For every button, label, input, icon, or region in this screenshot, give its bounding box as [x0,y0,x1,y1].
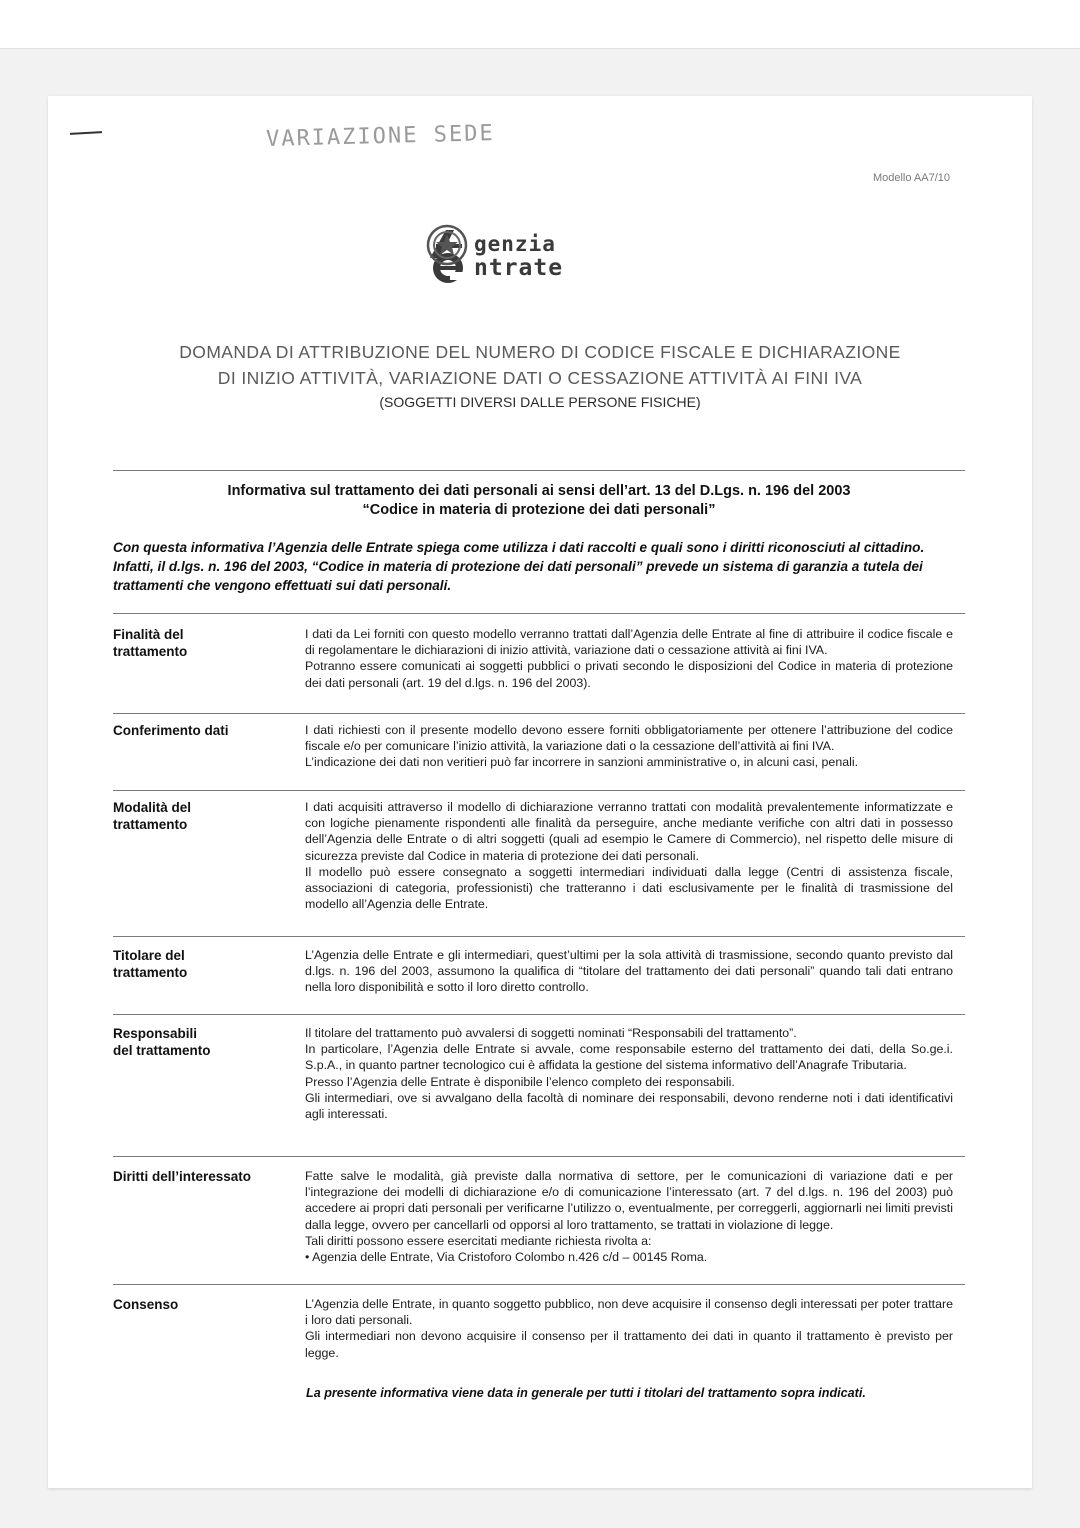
paragraph: I dati acquisiti attraverso il modello di dichiarazione verranno trattati con modalità prevalentemente informatizzate e con logiche pienamente rispondenti alle finalità da perseguire, anche mediante verifiche con altri dati in possesso dell’Agenzia delle Entrate o di altri soggetti (quali ad esempio le Camere di Commercio), nel rispetto delle misure di sicurezza previste dal Codice in materia di protezione dei dati personali. [305,800,953,863]
paragraph: Potranno essere comunicati ai soggetti pubblici o privati secondo le disposizioni del Codice in materia di protezione dei dati personali (art. 19 del d.lgs. n. 196 del 2003). [305,659,953,690]
divider [113,1014,965,1015]
paragraph: In particolare, l’Agenzia delle Entrate si avvale, come responsabile esterno del trattamento dei dati, della So.ge.i. S.p.A., in quanto partner tecnologico cui è affidata la gestione del sistema informativo dell’Anagrafe Tributaria. [305,1042,953,1073]
emblem-icon [426,224,468,266]
closing-note: La presente informativa viene data in generale per tutti i titolari del trattamento sopra indicati. [306,1386,866,1400]
paragraph: • Agenzia delle Entrate, Via Cristoforo Colombo n.426 c/d – 00145 Roma. [305,1250,708,1265]
divider [113,613,965,614]
form-title-line2: DI INIZIO ATTIVITÀ, VARIAZIONE DATI O CESSAZIONE ATTIVITÀ AI FINI IVA [217,368,863,388]
pen-mark [70,131,102,135]
section-body [305,799,953,912]
paragraph: L’indicazione dei dati non veritieri può far incorrere in sanzioni amministrative o, in alcuni casi, penali. [305,755,859,770]
section-label: Consenso [113,1297,179,1312]
logo-line1: genzia [474,232,556,256]
info-title-line1: Informativa sul trattamento dei dati personali ai sensi dell’art. 13 del D.Lgs. n. 196 del 2003 [227,483,851,499]
section-body [305,722,953,771]
paragraph: Fatte salve le modalità, già previste dalla normativa di settore, per le comunicazioni di variazione dati e per l’integrazione dei modelli di dichiarazione e/o di comunicazione l’interessato (art. 7 del d.lgs. n. 196 del 2003) può accedere ai propri dati personali per verificarne l’utilizzo o, eventualmente, per correggerli, aggiornarli nei limiti previsti dalla legge, ovvero per cancellarli od opporsi al loro trattamento, se trattati in violazione di legge. [305,1169,953,1232]
divider [113,713,965,714]
section-body [305,1296,953,1361]
section-body [305,626,953,691]
paragraph: Il titolare del trattamento può avvalersi di soggetti nominati “Responsabili del trattamento”. [305,1026,797,1040]
section-label: Diritti dell’interessato [113,1169,252,1184]
info-title-line2: “Codice in materia di protezione dei dati personali” [362,502,716,518]
section-label: Finalità del trattamento [113,627,188,659]
divider [113,1156,965,1157]
section-label: Conferimento dati [113,723,229,738]
paragraph: I dati da Lei forniti con questo modello verranno trattati dall’Agenzia delle Entrate al fine di attribuire il codice fiscale e di regolamentare le dichiarazioni di inizio attività, variazione dati o cessazione attività ai fini IVA. [305,627,953,658]
paragraph: L’Agenzia delle Entrate e gli intermediari, quest’ultimi per la sola attività di trasmissione, secondo quanto previsto dal d.lgs. n. 196 del 2003, assumono la qualifica di “titolare del trattamento dei dati personali” quando tali dati entrano nella loro disponibilità e sotto il loro diretto controllo. [305,948,953,995]
paragraph: I dati richiesti con il presente modello devono essere forniti obbligatoriamente per ottenere l’attribuzione del codice fiscale e/o per comunicare l’inizio attività, la variazione dati o la cessazione dell’attività ai fini IVA. [305,723,953,754]
paragraph: Il modello può essere consegnato a soggetti intermediari individuati dalla legge (Centri di assistenza fiscale, associazioni di categoria, professionisti) che tratteranno i dati esclusivamente per le finalità di trasmissione del modello all’Agenzia delle Entrate. [305,864,953,912]
divider [113,470,965,471]
paragraph: Gli intermediari, ove si avvalgano della facoltà di nominare dei responsabili, devono renderne noti i dati identificativi agli interessati. [305,1090,953,1122]
agenzia-entrate-logo [426,224,644,284]
form-subtitle: (SOGGETTI DIVERSI DALLE PERSONE FISICHE) [379,394,701,410]
divider [113,790,965,791]
viewer-top-bar [0,0,1080,49]
section-label: Responsabili del trattamento [113,1026,211,1058]
section-body [305,1168,953,1265]
section-body [305,1025,953,1122]
intro-paragraph: Con questa informativa l’Agenzia delle Entrate spiega come utilizza i dati raccolti e quali sono i diritti riconosciuti al cittadino. Infatti, il d.lgs. n. 196 del 2003, “Codice in materia di protezione dei dati personali” prevede un sistema di garanzia a tutela dei trattamenti che vengono effettuati sui dati personali. [113,540,925,593]
document-page [48,96,1032,1488]
form-title-line1: DOMANDA DI ATTRIBUZIONE DEL NUMERO DI CODICE FISCALE E DICHIARAZIONE [179,342,901,362]
paragraph: Presso l’Agenzia delle Entrate è disponibile l’elenco completo dei responsabili. [305,1074,735,1089]
form-model-code: Modello AA7/10 [872,172,950,184]
logo-line2: ntrate [474,255,564,281]
paragraph: L’Agenzia delle Entrate, in quanto soggetto pubblico, non deve acquisire il consenso degli interessati per poter trattare i loro dati personali. [305,1297,953,1328]
section-label: Titolare del trattamento [113,948,188,980]
divider [113,1284,965,1285]
section-body [305,947,953,996]
section-label: Modalità del trattamento [113,800,192,832]
paragraph: Gli intermediari non devono acquisire il consenso per il trattamento dei dati in quanto il trattamento è previsto per legge. [305,1329,953,1360]
paragraph: Tali diritti possono essere esercitati mediante richiesta rivolta a: [305,1233,652,1248]
handwritten-note: VARIAZIONE SEDE [265,121,495,152]
divider [113,936,965,937]
